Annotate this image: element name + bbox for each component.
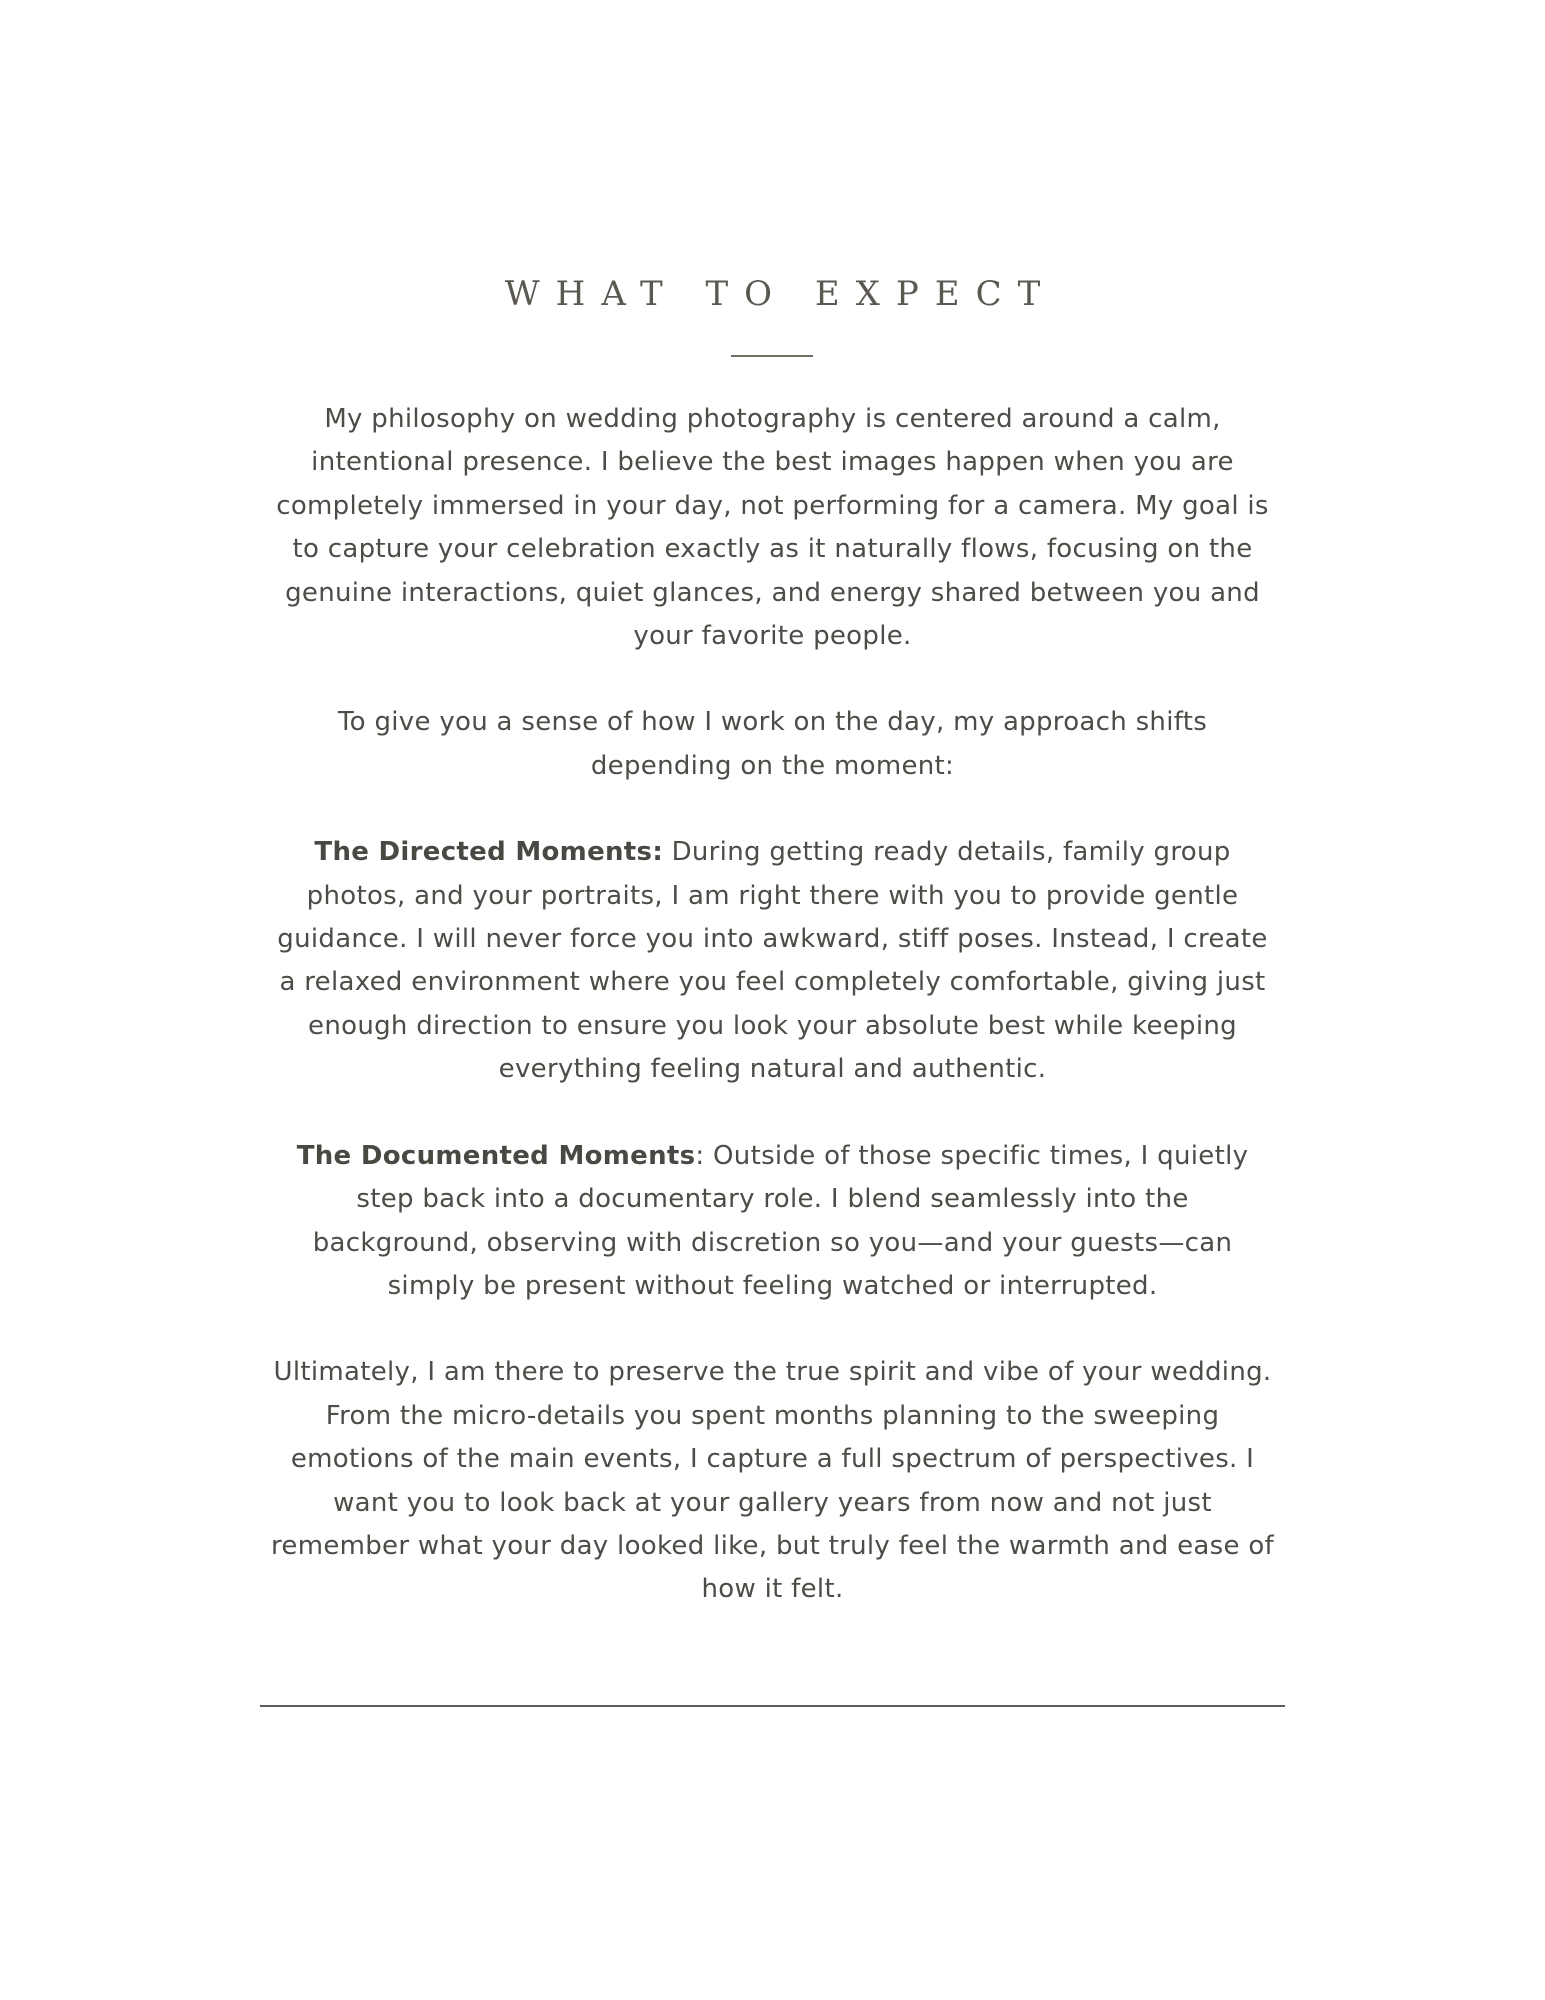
body-text [270, 398, 1275, 1655]
approach-paragraph: To give you a sense of how I work on the day, my approach shifts depending on the moment: [337, 707, 1208, 781]
bottom-divider [260, 1705, 1285, 1707]
intro-paragraph: My philosophy on wedding photography is centered around a calm, intentional presence. I believe the best images happen when you are completely immersed in your day, not performing for a camera. My goal is to capture your celebration exactly as it naturally flows, focusing on the genuine interactions, quiet glances, and energy shared between you and your favorite people. [276, 404, 1269, 652]
directed-moments-text: During getting ready details, family group photos, and your portraits, I am right there with you to provide gentle guidance. I will never force you into awkward, stiff poses. Instead, I create a relaxed environment where you feel completely comfortable, giving just enough direction to ensure you look your absolute best while keeping everything feeling natural and authentic. [277, 837, 1268, 1085]
directed-moments-label: The Directed Moments: [314, 837, 664, 868]
documented-moments-label: The Documented Moments [296, 1140, 696, 1171]
documented-moments-text: : Outside of those specific times, I quietly step back into a documentary role. I blend seamlessly into the background, observing with discretion so you—and your guests—can simply be present without feeling watched or interrupted. [312, 1140, 1249, 1301]
title-divider [731, 355, 813, 357]
page-title: WHAT TO EXPECT [504, 274, 1057, 314]
closing-paragraph: Ultimately, I am there to preserve the true spirit and vibe of your wedding. From the micro-details you spent months planning to the sweeping emotions of the main events, I capture a full spectrum of perspectives. I want you to look back at your gallery years from now and not just remember what your day looked like, but truly feel the warmth and ease of how it felt. [270, 1357, 1275, 1605]
directed-moments-paragraph [270, 831, 1275, 1091]
documented-moments-paragraph [270, 1135, 1275, 1309]
